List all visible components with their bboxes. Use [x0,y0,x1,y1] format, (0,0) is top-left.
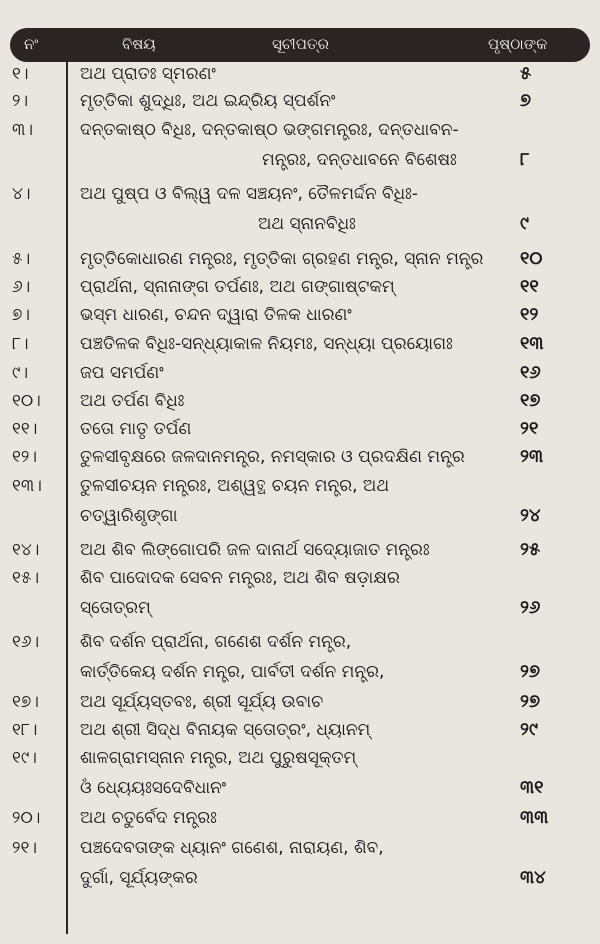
entry-title: ଅଥ ଶ୍ରୀ ସିଦ୍ଧ ବିନାୟକ ସ୍ତୋତ୍ରଂ, ଧ୍ୟାନମ୍ [80,720,371,740]
entry-number: ୧୩। [12,476,42,496]
entry-title: ପଞ୍ଚତିଳକ ବିଧିଃ-ସନ୍ଧ୍ୟାକାଳ ନିୟମଃ, ସନ୍ଧ୍ୟା ପ୍ରୟୋଗଃ [80,334,453,354]
entry-title: କାର୍ତ୍ତିକେୟ ଦର୍ଶନ ମନ୍ତ୍ର, ପାର୍ବତୀ ଦର୍ଶନ ମନ୍ତ୍ର, [80,662,385,682]
entry-number: ୧। [12,64,29,84]
entry-title: ପଞ୍ଚଦେବତାଙ୍କ ଧ୍ୟାନଂ ଗଣେଶ, ନାରାୟଣ, ଶିବ, [80,838,384,858]
entry-number: ୯। [12,363,29,383]
entry-number: ୬। [12,277,31,297]
entry-number: ୮। [12,334,29,354]
entry-page-number: ୭ [520,90,532,111]
entry-number: ୧୨। [12,447,37,467]
entry-page-number: ୯ [520,213,529,234]
entry-title: ପ୍ରାର୍ଥନା, ସ୍ନାନାଙ୍ଗ ତର୍ପଣଃ, ଅଥ ଗଙ୍ଗାଷ୍ଟକମ୍ [80,277,395,297]
entry-title: ଅଥ ପ୍ରାତଃ ସ୍ମରଣଂ [80,64,216,84]
entry-title: ସ୍ତୋତ୍ରମ୍ [80,598,151,618]
entry-page-number: ୧୨ [520,304,539,325]
entry-number: ୭। [12,305,31,325]
entry-title: ଦୁର୍ଗା, ସୂର୍ଯ୍ୟଙ୍କର [80,868,198,888]
entry-page-number: ୨୧ [520,418,539,439]
entry-page-number: ୧୩ [520,333,544,354]
entry-page-number: ୫ [520,63,532,84]
entry-page-number: ୨୬ [520,597,541,618]
entry-page-number: ୨୯ [520,719,538,740]
column-divider [66,62,68,934]
entry-number: ୧୧। [12,419,38,439]
entry-title: ଓଁ ଧ୍ୟେୟଃସଦେବିଧାନଂ [80,778,227,798]
entry-page-number: ୧୭ [520,390,541,411]
entry-title: ଅଥ ଚତୁର୍ବେଦ ମନ୍ତ୍ରଃ [80,808,217,828]
entry-page-number: ୩୩ [520,807,549,828]
entry-title: ମୃତ୍ତିକୋଧାରଣ ମନ୍ତ୍ରଃ, ମୃତ୍ତିକା ଗ୍ରହଣ ମନ୍ତ୍ର, ସ୍ନାନ ମନ୍ତ୍ର [80,249,484,269]
entry-page-number: ୩୪ [520,867,546,888]
entry-number: ୧୮। [12,720,38,740]
header-page-label: ପୃଷ୍ଠାଙ୍କ [488,35,548,53]
entry-title: ଅଥ ସୂର୍ଯ୍ୟସ୍ତବଃ, ଶ୍ରୀ ସୂର୍ଯ୍ୟ ଉବାଚ [80,692,324,712]
entry-number: ୨। [12,91,29,111]
entry-title: ଦନ୍ତକାଷ୍ଠ ବିଧିଃ, ଦନ୍ତକାଷ୍ଠ ଭଙ୍ଗମନ୍ତ୍ରଃ, ଦନ୍ତଧାବନ- [80,120,459,140]
entry-title: ଭସ୍ମ ଧାରଣ, ଚନ୍ଦନ ଦ୍ୱାରା ତିଳକ ଧାରଣଂ [80,305,352,325]
contents-header-bar [10,28,590,62]
entry-number: ୧୫। [12,568,40,588]
entry-page-number: ୩୧ [520,777,544,798]
entry-title: ଅଥ ତର୍ପଣ ବିଧିଃ [80,391,185,411]
entry-title: ତୁଳସୀଚୟନ ମନ୍ତ୍ରଃ, ଅଶ୍ୱତ୍ଥ ଚୟନ ମନ୍ତ୍ର, ଅଥ [80,476,390,496]
entry-title: ତତୋ ମାତୃ ତର୍ପଣ [80,419,192,439]
entry-title: ଶିବ ଦର୍ଶନ ପ୍ରାର୍ଥନା, ଗଣେଶ ଦର୍ଶନ ମନ୍ତ୍ର, [80,632,352,652]
entry-page-number: ୨୭ [520,661,540,682]
entry-number: ୧୯। [12,748,37,768]
entry-title: ମୃତ୍ତିକା ଶୁଦ୍ଧିଃ, ଅଥ ଇନ୍ଦ୍ରିୟ ସ୍ପର୍ଶନଂ [80,91,336,111]
entry-page-number: ୮ [520,149,530,170]
entry-page-number: ୨୭ [520,691,540,712]
entry-title: ଜପ ସମର୍ପଣଂ [80,363,164,383]
header-contents-title: ସୂଚୀପତ୍ର [272,35,330,53]
header-subject-label: ବିଷୟ [122,35,156,53]
entry-number: ୧୭। [12,692,39,712]
entry-title: ଅଥ ସ୍ନାନବିଧିଃ [258,214,356,234]
entry-number: ୧୦। [12,391,41,411]
entry-number: ୪। [12,184,31,204]
entry-number: ୩। [12,120,34,140]
entry-title: ଅଥ ଶିବ ଲିଙ୍ଗୋପରି ଜଳ ଦାନାର୍ଥ ସଦ୍ୟୋଜାତ ମନ୍ତ୍ରଃ [80,540,430,560]
entry-title: ଅଥ ପୁଷ୍ପ ଓ ବିଲ୍ୱ ଦଳ ସଞ୍ଚୟନଂ, ତୈଳମର୍ଦ୍ଦନ ବିଧିଃ- [80,184,418,204]
entry-page-number: ୨୫ [520,539,541,560]
entry-title: ଶିବ ପାଦୋଦକ ସେବନ ମନ୍ତ୍ରଃ, ଅଥ ଶିବ ଷଡ଼ାକ୍ଷର [80,568,400,588]
entry-title: ମନ୍ତ୍ରଃ, ଦନ୍ତଧାବନେ ବିଶେଷଃ [262,150,457,170]
entry-page-number: ୧୧ [520,276,539,297]
entry-title: ଶାଳଗ୍ରାମସ୍ନାନ ମନ୍ତ୍ର, ଅଥ ପୁରୁଷସୂକ୍ତମ୍ [80,748,357,768]
entry-page-number: ୧୬ [520,362,541,383]
entry-page-number: ୨୪ [520,505,541,526]
entry-page-number: ୧୦ [520,248,543,269]
entry-title: ତୁଳସୀବୃକ୍ଷରେ ଜଳଦାନମନ୍ତ୍ର, ନମସ୍କାର ଓ ପ୍ରଦକ୍ଷିଣ ମନ୍ତ୍ର [80,447,465,467]
entry-page-number: ୨୩ [520,446,544,467]
entry-number: ୨୧। [12,838,37,858]
entry-number: ୨୦। [12,808,41,828]
header-number-label: ନଂ [24,35,39,53]
entry-number: ୧୪। [12,540,40,560]
entry-number: ୫। [12,249,31,269]
entry-title: ଚତ୍ୱାରିଶୃଙ୍ଗା [80,506,178,526]
entry-number: ୧୬। [12,632,40,652]
